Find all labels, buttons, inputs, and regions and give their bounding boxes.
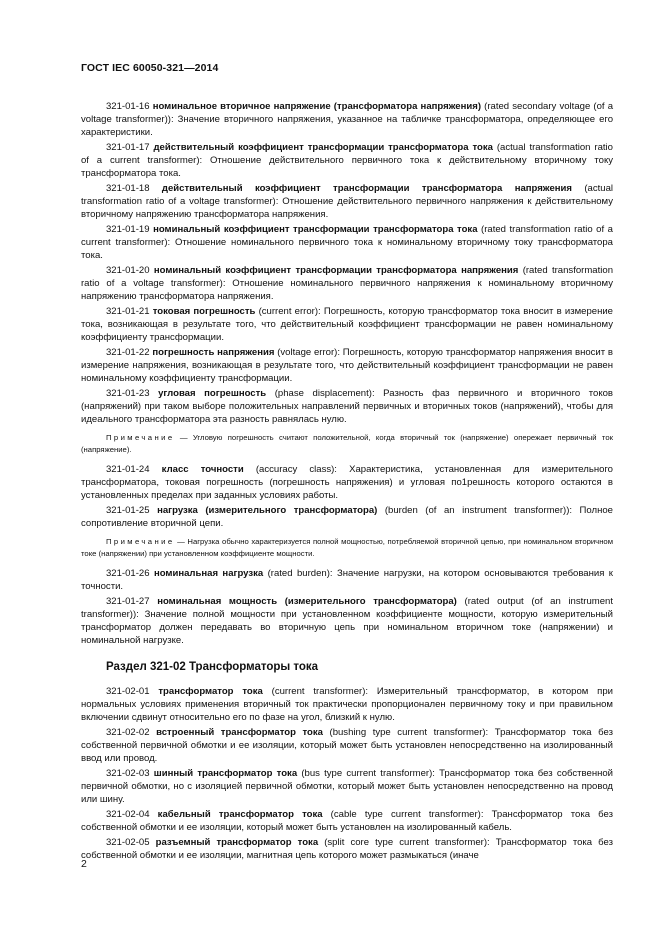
entry-definition: (bushing type current transformer): Трансформатор тока без собственной первичной обмотки и ее изоляции, который может быть установлен непосредственно на изолированный ввод или провод.: [81, 727, 613, 764]
entry-definition: (rated transformation ratio of a current transformer): Отношение номинального первичного тока к номинальному вторичному току трансформатора тока.: [81, 224, 613, 261]
entry-number: 321-01-20: [106, 265, 150, 276]
term-entry: [81, 685, 613, 724]
entry-definition: (current transformer): Измерительный трансформатор, в котором при нормальных условиях применения вторичный ток практически пропорционален первичному току и при правильном включении сдвинут относительно его по фазе на угол, близкий к нулю.: [81, 686, 613, 723]
term-entry: [81, 504, 613, 530]
entry-definition: (rated transformation ratio of a voltage transformer): Отношение номинального первичного напряжения к номинальному вторичному напряжению трансформатора напряжения.: [81, 265, 613, 302]
entry-term: шинный трансформатор тока: [153, 768, 298, 779]
entry-term: нагрузка (измерительного трансформатора): [157, 505, 378, 516]
entry-number: 321-01-24: [106, 464, 150, 475]
entry-number: 321-02-04: [106, 809, 150, 820]
note-2: [81, 536, 613, 559]
term-entry: [81, 387, 613, 426]
note-text: — Нагрузка обычно характеризуется полной мощностью, потребляемой вторичной цепью, при номинальном вторичном токе (напряжении) при установленном коэффициенте мощности.: [81, 537, 613, 558]
document-header: ГОСТ IEC 60050-321—2014: [81, 62, 219, 74]
entry-term: номинальный коэффициент трансформации трансформатора напряжения: [153, 265, 519, 276]
entry-term: трансформатор тока: [158, 686, 263, 697]
entry-definition: (split core type current transformer): Трансформатор тока без собственной обмотки и ее изоляции, магнитная цепь которого может размыкаться (иначе: [81, 837, 614, 861]
page-number: 2: [81, 858, 87, 870]
entry-definition: (rated secondary voltage (of a voltage transformer)): Значение вторичного напряжения, указанное на табличке трансформатора, определяющее его характеристики.: [81, 101, 614, 138]
entry-term: кабельный трансформатор тока: [157, 809, 323, 820]
note-label: Примечание: [106, 537, 175, 546]
term-entry: [81, 463, 613, 502]
entry-term: угловая погрешность: [158, 388, 267, 399]
entry-term: погрешность напряжения: [152, 347, 275, 358]
note-1: [81, 432, 613, 455]
entry-number: 321-01-21: [106, 306, 150, 317]
entry-term: действительный коэффициент трансформации трансформатора тока: [153, 142, 493, 153]
entry-term: номинальное вторичное напряжение (трансформатора напряжения): [152, 101, 482, 112]
entry-definition: (actual transformation ratio of a voltage transformer): Отношение действительного первичного напряжения к действительному вторичному напряжению трансформатора напряжения.: [81, 183, 613, 220]
entry-definition: (actual transformation ratio of a current transformer): Отношение действительного первичного тока к действительному вторичному току трансформатора тока.: [81, 142, 613, 179]
entry-term: класс точности: [161, 464, 244, 475]
document-body: [81, 100, 613, 864]
term-entry: [81, 595, 613, 647]
entry-number: 321-02-02: [106, 727, 150, 738]
term-entry: [81, 808, 613, 834]
term-entry: [81, 346, 613, 385]
note-text: — Угловую погрешность считают положительной, когда вторичный ток (напряжение) опережает первичный ток (напряжение).: [81, 433, 613, 454]
entry-term: токовая погрешность: [152, 306, 256, 317]
section-title: Раздел 321-02 Трансформаторы тока: [106, 661, 319, 673]
entry-number: 321-01-18: [106, 183, 150, 194]
term-entry: [81, 182, 613, 221]
entry-term: номинальная мощность (измерительного трансформатора): [157, 596, 457, 607]
note-label: Примечание: [106, 433, 175, 442]
entry-definition: (cable type current transformer): Трансформатор тока без собственной обмотки и ее изоляции, который может быть установлен на изолированный кабель.: [81, 809, 613, 833]
entry-number: 321-01-16: [106, 101, 150, 112]
entry-number: 321-01-19: [106, 224, 150, 235]
entry-definition: (rated burden): Значение нагрузки, на котором основываются требования к точности.: [81, 568, 613, 592]
entry-term: номинальный коэффициент трансформации трансформатора тока: [153, 224, 478, 235]
entries-group-3: [81, 567, 613, 647]
term-entry: [81, 305, 613, 344]
entry-definition: (current error): Погрешность, которую трансформатор тока вносит в измерение тока, возникающая в результате того, что действительный коэффициент трансформации не равен номинальному коэффициенту трансформации.: [81, 306, 613, 343]
entry-number: 321-02-05: [106, 837, 150, 848]
term-entry: [81, 100, 613, 139]
entries-group-4: [81, 685, 613, 862]
entry-definition: (voltage error): Погрешность, которую трансформатор напряжения вносит в измерение напряжения, возникающая в результате того, что действительный коэффициент трансформации не равен номинальному коэффициенту трансформации.: [81, 347, 613, 384]
term-entry: [81, 726, 613, 765]
entry-term: разъемный трансформатор тока: [155, 837, 319, 848]
entry-definition: (phase displacement): Разность фаз первичного и вторичного токов (напряжений) при таком выборе положительных направлений первичных и вторичных токов (напряжений), чтобы для идеального трансформатора эта разность равнялась нулю.: [81, 388, 613, 425]
term-entry: [81, 836, 613, 862]
term-entry: [81, 767, 613, 806]
entry-number: 321-01-22: [106, 347, 150, 358]
entry-definition: (accuracy class): Характеристика, установленная для измерительного трансформатора, токовая погрешность (погрешность напряжения) и угловая по1решность которого остаются в установленных пределах при заданных условиях работы.: [81, 464, 613, 501]
entry-definition: (burden (of an instrument transformer)): Полное сопротивление вторичной цепи.: [81, 505, 613, 529]
entry-term: действительный коэффициент трансформации трансформатора напряжения: [161, 183, 572, 194]
term-entry: [81, 223, 613, 262]
term-entry: [81, 141, 613, 180]
entry-number: 321-02-01: [106, 686, 150, 697]
term-entry: [81, 264, 613, 303]
entry-number: 321-01-17: [106, 142, 150, 153]
entry-number: 321-01-25: [106, 505, 150, 516]
entry-number: 321-01-27: [106, 596, 150, 607]
entries-group-2: [81, 463, 613, 530]
entry-number: 321-02-03: [106, 768, 150, 779]
entry-term: встроенный трансформатор тока: [156, 727, 323, 738]
entry-number: 321-01-23: [106, 388, 150, 399]
entry-definition: (bus type current transformer): Трансформатор тока без собственной первичной обмотки, но с изоляцией первичной обмотки, который может быть установлен непосредственно на провод или шину.: [81, 768, 614, 805]
entry-number: 321-01-26: [106, 568, 150, 579]
entries-group-1: [81, 100, 613, 426]
entry-term: номинальная нагрузка: [153, 568, 264, 579]
entry-definition: (rated output (of an instrument transformer)): Значение полной мощности при установленном коэффициенте мощности, которую измерительный трансформатор должен передавать во вторичную цепь при номинальном вторичном токе (напряжении) и номинальной нагрузке.: [81, 596, 613, 646]
term-entry: [81, 567, 613, 593]
